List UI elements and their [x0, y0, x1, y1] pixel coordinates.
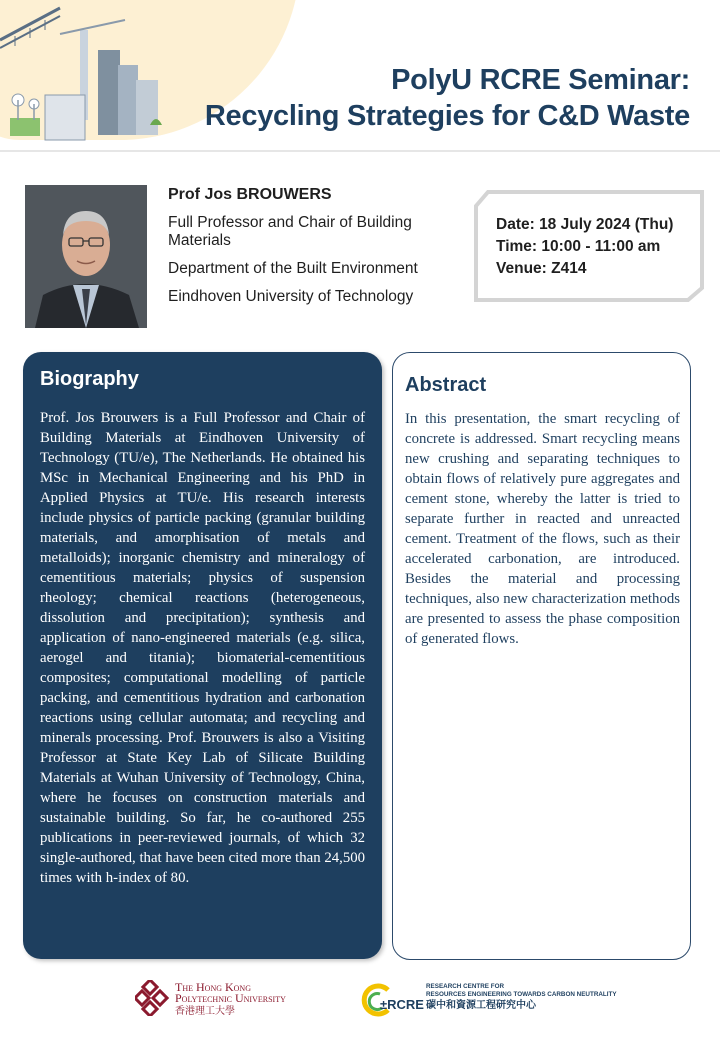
rcre-name-line2: RESOURCES ENGINEERING TOWARDS CARBON NEUTRALITY: [426, 990, 617, 998]
rcre-name-chinese: 碳中和資源工程研究中心: [426, 1000, 536, 1011]
polyu-name-line2: Polytechnic University: [175, 991, 286, 1005]
city-construction-illustration: [0, 0, 170, 150]
rcre-name-line1: RESEARCH CENTRE FOR: [426, 983, 505, 990]
event-time: Time: 10:00 - 11:00 am: [496, 238, 661, 255]
speaker-position: Full Professor and Chair of Building Materials: [168, 214, 412, 249]
biography-heading: Biography: [40, 368, 139, 390]
rcre-wordmark: ±RCRE: [380, 997, 424, 1012]
abstract-panel: [392, 352, 691, 960]
speaker-photo: [25, 185, 147, 328]
abstract-heading: Abstract: [405, 374, 487, 396]
speaker-department: Department of the Built Environment: [168, 260, 418, 277]
biography-panel: [23, 352, 382, 959]
polyu-logo: [135, 980, 335, 1020]
rcre-logo: [358, 982, 618, 1018]
event-venue: Venue: Z414: [496, 260, 587, 277]
abstract-text: In this presentation, the smart recycling of concrete is addressed. Smart recycling means new crushing and separating techniques to obtain flows of relatively pure aggregates and cement stone, whereby the latter is tried to separate further in reacted and unreacted cement. Treatment of the flows, such as their accelerated carbonation, are introduced. Besides the material and processing techniques, also new characterization methods are presented to assess the phase composition of generated flows.: [405, 411, 680, 647]
speaker-details: [168, 186, 468, 316]
polyu-name-chinese: 香港理工大學: [175, 1006, 235, 1017]
polyu-emblem-icon: [135, 980, 171, 1016]
title-line-1: PolyU RCRE Seminar:: [391, 64, 690, 96]
polyu-name-line1: The Hong Kong: [175, 980, 251, 994]
event-date: Date: 18 July 2024 (Thu): [496, 216, 674, 233]
speaker-name: Prof Jos BROUWERS: [168, 186, 332, 203]
header-divider: [0, 150, 720, 152]
biography-text: Prof. Jos Brouwers is a Full Professor and Chair of Building Materials at Eindhoven University of Technology (TU/e), The Netherlands. He obtained his MSc in Mechanical Engineering and his PhD in Applied Physics at TU/e. His research interests include physics of particle packing (granular building materials, and amorphisation of metals and metalloids); inorganic chemistry and mineralogy of cementitious materials; physics of suspension rheology; chemical reactions (heterogeneous, dissolution and precipitation); synthesis and application of nano-engineered materials (e.g. silica, aerogel and titania); biomaterial-cementitious composites; computational modelling of particle packing, and cementitious hydration and carbonation reactions using cellular automata; and recycling and minerals processing. Prof. Brouwers is also a Visiting Professor at State Key Lab of Silicate Building Materials at Wuhan University of Technology, China, where he focuses on construction materials and sustainable building. So far, he co-authored 255 publications in peer-reviewed journals, of which 32 single-authored, that have been cited more than 24,500 times with h-index of 80.: [40, 410, 366, 886]
seminar-title: [205, 62, 690, 134]
speaker-institution: Eindhoven University of Technology: [168, 288, 414, 305]
event-info: [496, 214, 673, 280]
title-line-2: Recycling Strategies for C&D Waste: [204, 100, 690, 132]
